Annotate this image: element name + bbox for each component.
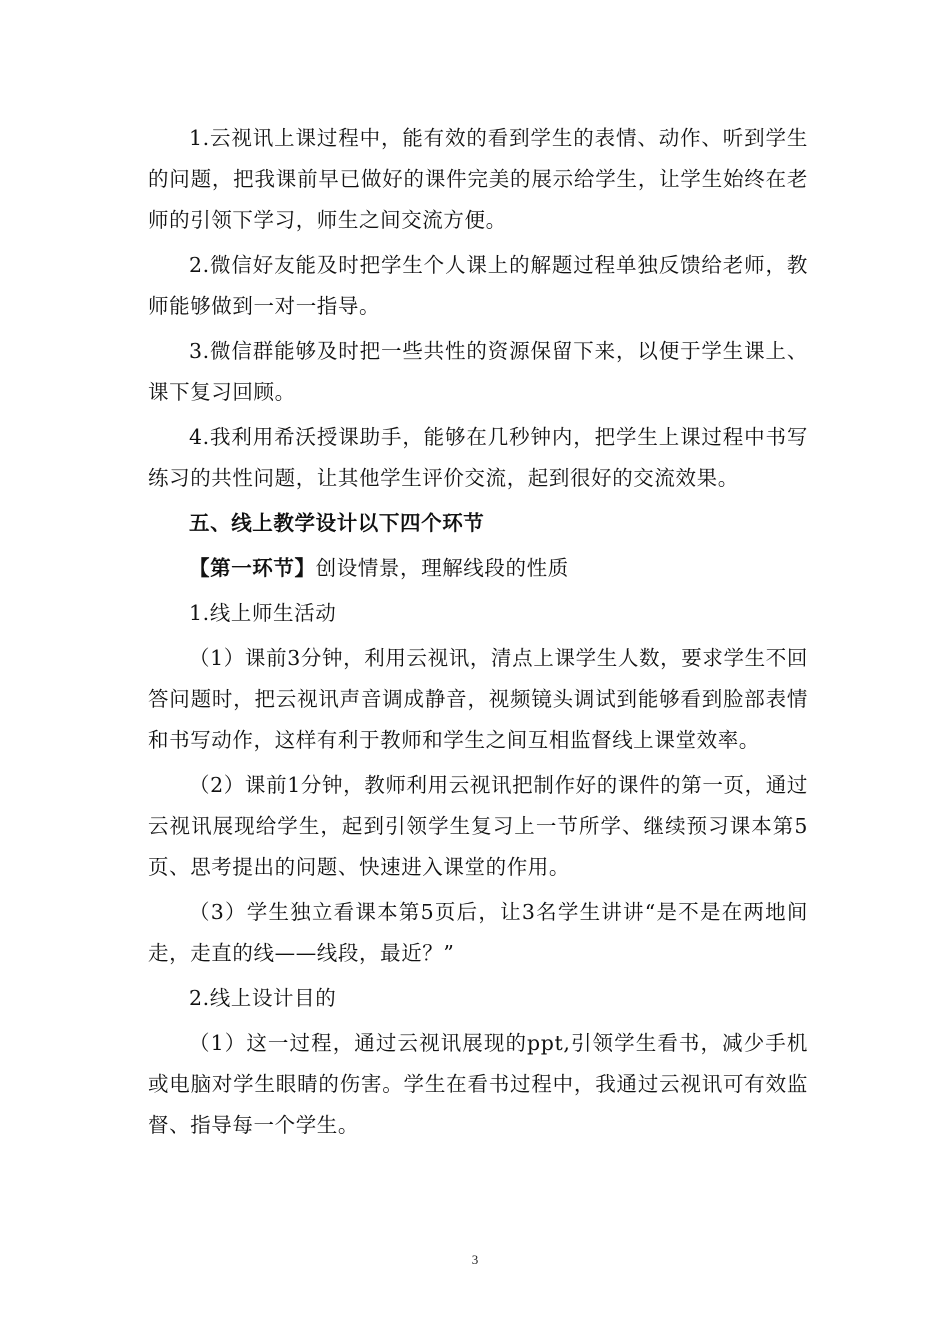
purpose-item-1: （1）这一过程，通过云视讯展现的ppt,引领学生看书，减少手机或电脑对学生眼睛的伤害。学生在看书过程中，我通过云视讯可有效监督、指导每一个学生。 (148, 1031, 808, 1137)
activity-item-2: （2）课前1分钟，教师利用云视讯把制作好的课件的第一页，通过云视讯展现给学生，起到引领学生复习上一节所学、继续预习课本第5页、思考提出的问题、快速进入课堂的作用。 (148, 773, 808, 879)
stage-label: 【第一环节】 (189, 556, 316, 580)
stage-title: 创设情景，理解线段的性质 (315, 556, 569, 580)
activity-item-1: （1）课前3分钟，利用云视讯，清点上课学生人数，要求学生不回答问题时，把云视讯声音调成静音，视频镜头调试到能够看到脸部表情和书写动作，这样有利于教师和学生之间互相监督线上课堂效率。 (148, 646, 808, 752)
purpose-heading: 2.线上设计目的 (189, 986, 337, 1010)
paragraph-3: 3.微信群能够及时把一些共性的资源保留下来，以便于学生课上、课下复习回顾。 (148, 339, 808, 404)
paragraph-1: 1.云视讯上课过程中，能有效的看到学生的表情、动作、听到学生的问题，把我课前早已做好的课件完美的展示给学生，让学生始终在老师的引领下学习，师生之间交流方便。 (148, 126, 808, 232)
stage-heading (148, 548, 808, 589)
section-heading: 五、线上教学设计以下四个环节 (189, 511, 485, 535)
document-body (148, 118, 808, 1150)
activity-heading: 1.线上师生活动 (189, 601, 337, 625)
activity-item-3: （3）学生独立看课本第5页后，让3名学生讲讲“是不是在两地间走，走直的线——线段，最近？” (148, 900, 808, 965)
page-number: 3 (471, 1252, 479, 1267)
paragraph-2: 2.微信好友能及时把学生个人课上的解题过程单独反馈给老师，教师能够做到一对一指导。 (148, 253, 808, 318)
paragraph-4: 4.我利用希沃授课助手，能够在几秒钟内，把学生上课过程中书写练习的共性问题，让其他学生评价交流，起到很好的交流效果。 (148, 425, 808, 490)
